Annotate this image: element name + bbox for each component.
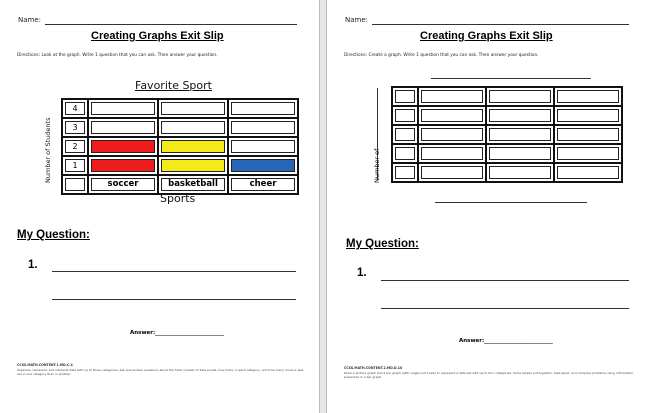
name-label: Name: xyxy=(345,16,369,24)
question-line-1[interactable] xyxy=(52,271,296,272)
blank-grid-cell[interactable] xyxy=(421,90,483,103)
my-question-heading: My Question: xyxy=(346,238,419,250)
standard-code: CCSS.MATH.CONTENT.1.MD.C.4 xyxy=(17,363,73,367)
corner-cell xyxy=(65,178,85,191)
standard-description: Draw a picture graph and a bar graph (with single-unit scale) to represent a data set with up to four categories. Solve simple put-together, take-apart, and compare problems using information presented in a bar graph. xyxy=(344,371,634,380)
blank-grid-cell[interactable] xyxy=(489,128,551,141)
blank-grid-cell[interactable] xyxy=(421,147,483,160)
y-axis-label: Number of Students xyxy=(44,117,52,183)
bar-segment-basketball xyxy=(161,140,225,153)
blank-grid-cell[interactable] xyxy=(489,166,551,179)
standard-description: Organize, represent, and interpret data with up to three categories; ask and answer questions about the total number of data points, how many in each category, and how many more or less are in one category than in another. xyxy=(17,368,304,377)
chart-title: Favorite Sport xyxy=(135,79,212,92)
blank-graph-grid[interactable] xyxy=(391,86,623,183)
y-tick-label: 1 xyxy=(65,159,85,172)
blank-grid-cell[interactable] xyxy=(557,128,619,141)
standard-code: CCSS.MATH.CONTENT.2.MD.D.10 xyxy=(344,366,403,370)
page-title: Creating Graphs Exit Slip xyxy=(420,30,553,42)
category-label-cheer: cheer xyxy=(231,178,295,191)
x-axis-label: Sports xyxy=(160,192,196,205)
bar-segment-soccer xyxy=(91,140,155,153)
category-label-soccer: soccer xyxy=(91,178,155,191)
y-tick-label: 2 xyxy=(65,140,85,153)
page-title: Creating Graphs Exit Slip xyxy=(91,30,224,42)
question-number: 1. xyxy=(357,267,367,279)
blank-grid-cell[interactable] xyxy=(395,166,415,179)
question-line-2[interactable] xyxy=(381,308,629,309)
y-tick-label: 3 xyxy=(65,121,85,134)
x-axis-label-line[interactable] xyxy=(435,202,587,203)
directions-text: Directions: Look at the graph. Write 1 question that you can ask. Then answer your question. xyxy=(17,53,218,58)
blank-grid-cell[interactable] xyxy=(489,147,551,160)
name-label: Name: xyxy=(18,16,42,24)
bar-segment-soccer xyxy=(91,159,155,172)
bar-graph-grid xyxy=(61,98,299,195)
question-line-2[interactable] xyxy=(52,299,296,300)
blank-grid-cell[interactable] xyxy=(557,166,619,179)
empty-cell xyxy=(91,102,155,115)
directions-text: Directions: Create a graph. Write 1 question that you can ask. Then answer your question. xyxy=(344,53,539,58)
blank-grid-cell[interactable] xyxy=(421,128,483,141)
empty-cell xyxy=(231,102,295,115)
empty-cell xyxy=(231,140,295,153)
blank-grid-cell[interactable] xyxy=(489,90,551,103)
question-number: 1. xyxy=(28,259,38,271)
category-label-basketball: basketball xyxy=(161,178,225,191)
answer-label[interactable]: Answer:_________________________ xyxy=(459,338,553,344)
exit-slip-right xyxy=(326,0,649,413)
name-field-line[interactable] xyxy=(45,24,297,25)
y-tick-label: 4 xyxy=(65,102,85,115)
exit-slip-left xyxy=(0,0,320,413)
blank-grid-cell[interactable] xyxy=(421,166,483,179)
blank-grid-cell[interactable] xyxy=(557,90,619,103)
y-axis-label: Number of xyxy=(373,148,381,183)
empty-cell xyxy=(231,121,295,134)
my-question-heading: My Question: xyxy=(17,229,90,241)
blank-grid-cell[interactable] xyxy=(395,147,415,160)
empty-cell xyxy=(91,121,155,134)
answer-label[interactable]: Answer:_________________________ xyxy=(130,330,224,336)
question-line-1[interactable] xyxy=(381,280,629,281)
blank-grid-cell[interactable] xyxy=(489,109,551,122)
blank-grid-cell[interactable] xyxy=(395,90,415,103)
bar-segment-cheer xyxy=(231,159,295,172)
graph-title-line[interactable] xyxy=(431,78,591,79)
blank-grid-cell[interactable] xyxy=(421,109,483,122)
bar-segment-basketball xyxy=(161,159,225,172)
blank-grid-cell[interactable] xyxy=(557,109,619,122)
blank-grid-cell[interactable] xyxy=(557,147,619,160)
empty-cell xyxy=(161,121,225,134)
empty-cell xyxy=(161,102,225,115)
blank-grid-cell[interactable] xyxy=(395,128,415,141)
name-field-line[interactable] xyxy=(372,24,629,25)
blank-grid-cell[interactable] xyxy=(395,109,415,122)
